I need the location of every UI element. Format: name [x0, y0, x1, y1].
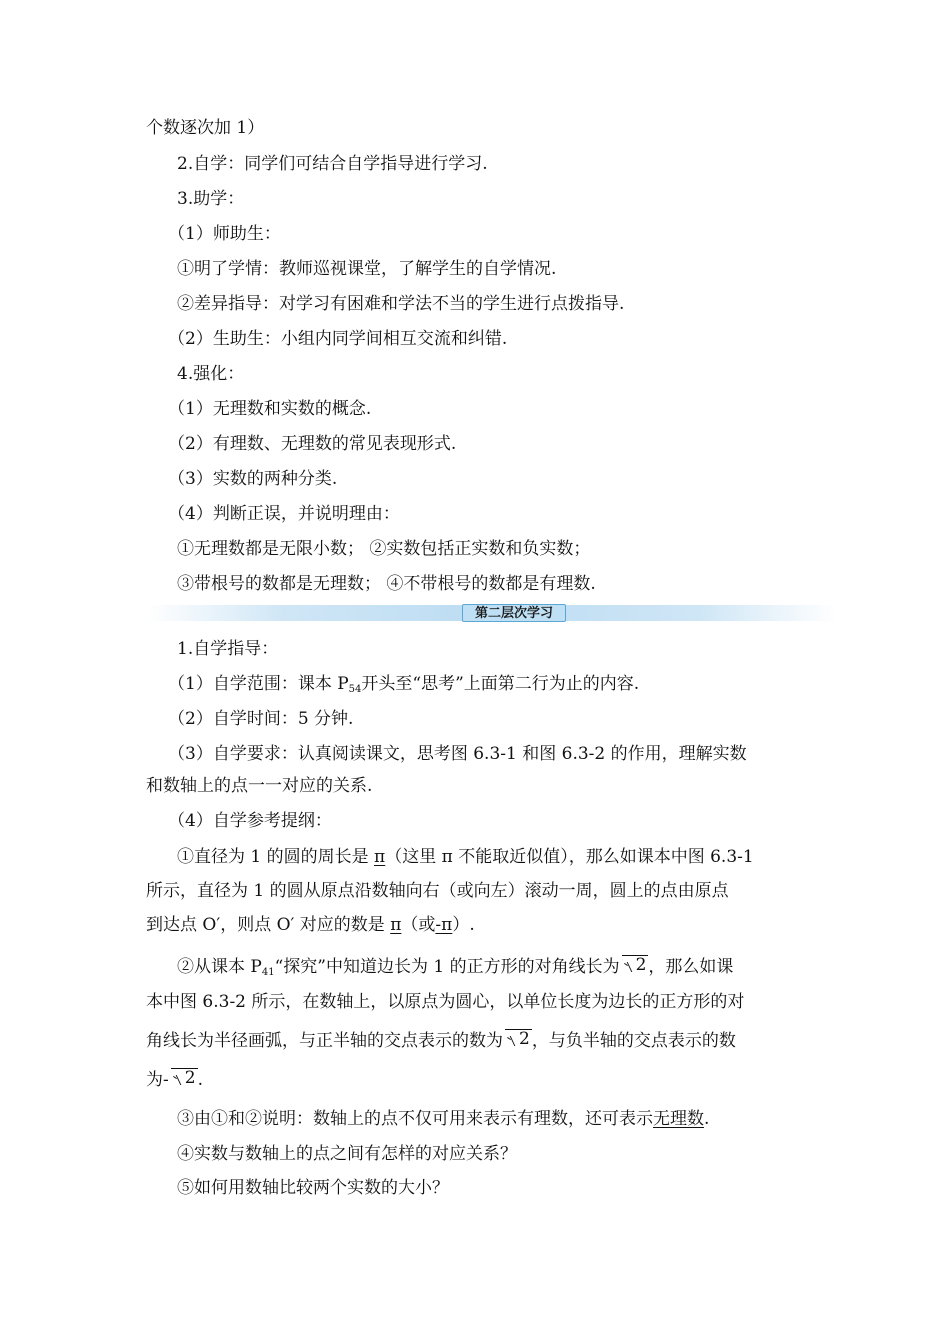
sqrt-symbol: 2	[171, 1068, 198, 1087]
text-line	[0, 956, 950, 984]
text-line: 和数轴上的点一一对应的关系.	[146, 776, 373, 796]
text-span: ）.	[452, 915, 475, 935]
text-line	[0, 914, 950, 936]
text-span: 角线长为半径画弧，与正半轴的交点表示的数为	[146, 1031, 503, 1051]
page-subscript: 41	[261, 967, 275, 978]
text-line: 4.强化：	[177, 364, 245, 384]
text-line: 1.自学指导：	[177, 639, 279, 659]
text-line: ⑤如何用数轴比较两个实数的大小？	[177, 1178, 449, 1198]
text-span: （这里 π 不能取近似值），那么如课本中图 6.3-1	[385, 847, 754, 867]
text-span: ，与负半轴的交点表示的数	[531, 1031, 736, 1051]
text-line: （1）师助生：	[168, 224, 281, 244]
text-span: ①直径为 1 的圆的周长是	[177, 847, 375, 867]
text-line: ③带根号的数都是无理数； ④不带根号的数都是有理数.	[177, 574, 596, 594]
text-span: ③由①和②说明：数轴上的点不仅可用来表示有理数，还可表示	[177, 1109, 653, 1129]
text-line: ④实数与数轴上的点之间有怎样的对应关系？	[177, 1144, 517, 1164]
answer-underline: 无理数	[653, 1109, 704, 1129]
text-line	[0, 1108, 950, 1130]
text-line: （1）无理数和实数的概念.	[168, 399, 372, 419]
text-line: （4）判断正误，并说明理由：	[168, 504, 400, 524]
text-line	[0, 1069, 950, 1091]
answer-underline: π	[374, 847, 386, 867]
page-subscript: 54	[348, 684, 362, 695]
text-line: 个数逐次加 1）	[146, 118, 265, 138]
text-line: 2.自学：同学们可结合自学指导进行学习.	[177, 154, 488, 174]
text-line: （2）有理数、无理数的常见表现形式.	[168, 434, 457, 454]
text-line: ②差异指导：对学习有困难和学法不当的学生进行点拨指导.	[177, 294, 625, 314]
text-line: 所示，直径为 1 的圆从原点沿数轴向右（或向左）滚动一周，圆上的点由原点	[146, 881, 729, 901]
text-span: （1）自学范围：课本 P	[168, 674, 349, 694]
text-span: （或	[401, 915, 436, 935]
text-line: （3）自学要求：认真阅读课文，思考图 6.3-1 和图 6.3-2 的作用，理解实数	[168, 744, 747, 764]
text-line	[0, 673, 950, 701]
sqrt-symbol: 2	[505, 1029, 532, 1048]
text-line: （2）生助生：小组内同学间相互交流和纠错.	[168, 329, 508, 349]
answer-underline: π	[390, 915, 402, 935]
text-line: （2）自学时间：5 分钟.	[168, 709, 354, 729]
section-banner-title: 第二层次学习	[462, 604, 566, 622]
text-span: 到达点 O′，则点 O′ 对应的数是	[146, 915, 391, 935]
text-span: .	[704, 1109, 710, 1129]
text-line: 本中图 6.3-2 所示，在数轴上，以原点为圆心，以单位长度为边长的正方形的对	[146, 992, 745, 1012]
text-line: （4）自学参考提纲：	[168, 811, 332, 831]
text-line	[0, 1030, 950, 1052]
text-line: 3.助学：	[177, 189, 245, 209]
text-line: （3）实数的两种分类.	[168, 469, 338, 489]
text-span: “探究”中知道边长为 1 的正方形的对角线长为	[274, 957, 620, 977]
text-span: ，那么如课	[648, 957, 734, 977]
text-span: .	[197, 1070, 203, 1090]
text-span: ②从课本 P	[177, 957, 262, 977]
text-line	[0, 846, 950, 868]
sqrt-symbol: 2	[622, 955, 649, 974]
text-span: 开头至“思考”上面第二行为止的内容.	[361, 674, 640, 694]
answer-underline: -π	[435, 915, 453, 935]
text-line: ①明了学情：教师巡视课堂，了解学生的自学情况.	[177, 259, 557, 279]
text-span: 为-	[146, 1070, 169, 1090]
text-line: ①无理数都是无限小数； ②实数包括正实数和负实数；	[177, 539, 591, 559]
